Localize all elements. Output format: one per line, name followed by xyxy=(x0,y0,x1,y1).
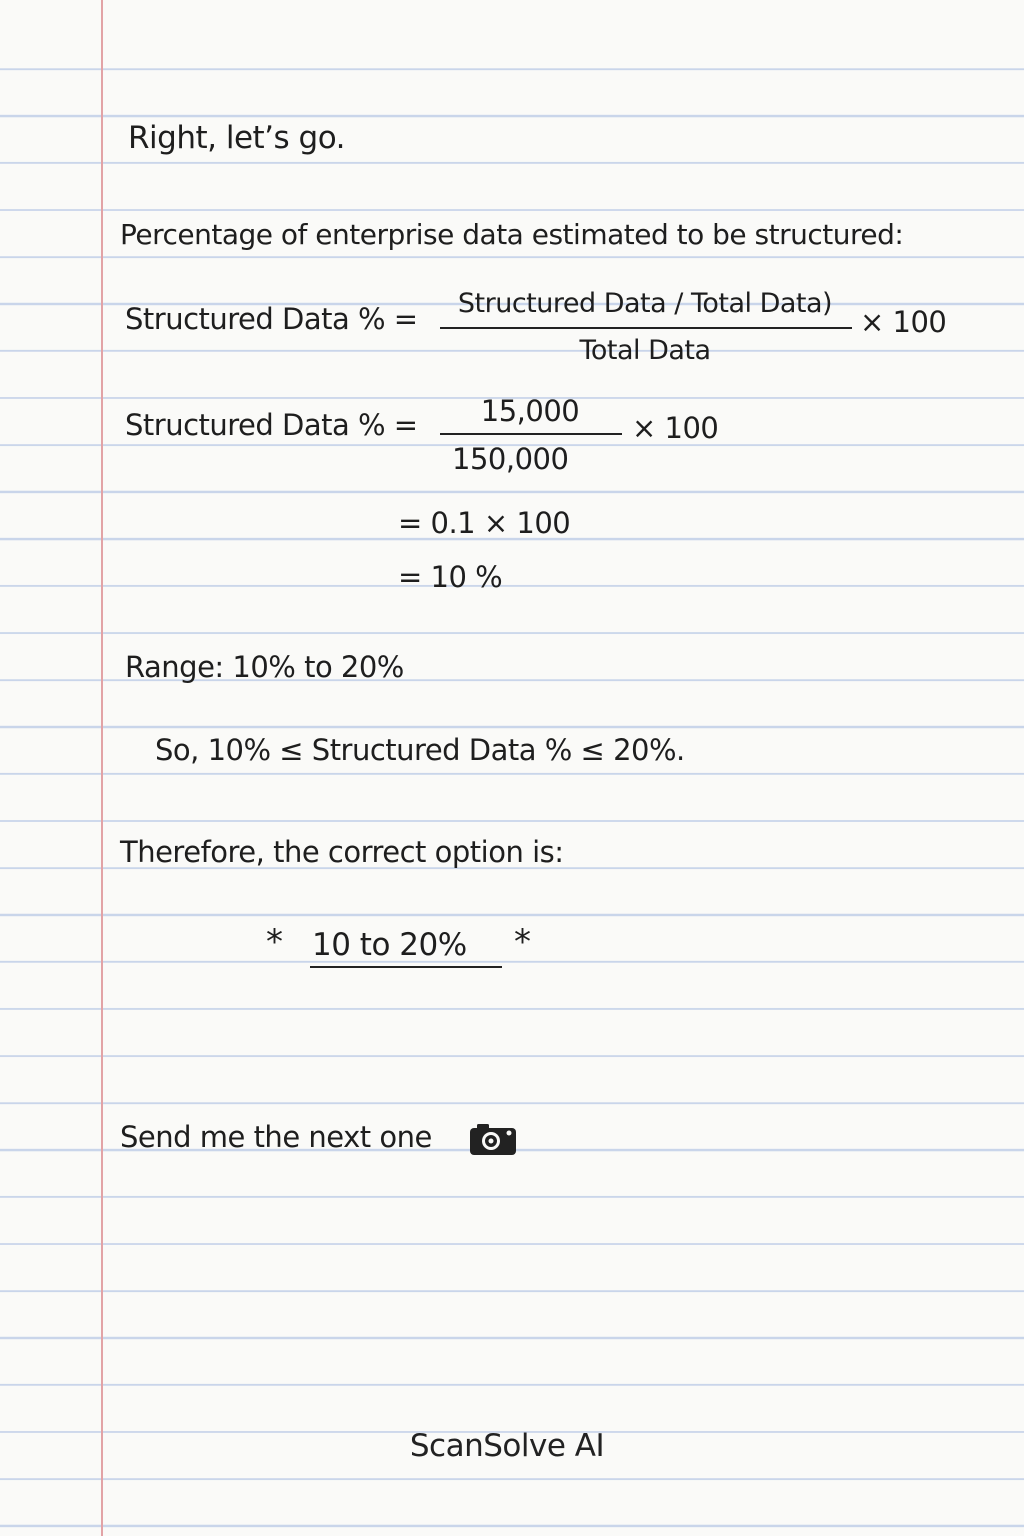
substitution-multiplier: × 100 xyxy=(632,411,719,445)
footer-brand: ScanSolve AI xyxy=(409,1428,605,1464)
range-text: Range: 10% to 20% xyxy=(125,650,404,684)
formula-lhs: Structured Data % = xyxy=(125,302,418,336)
substitution-denominator: 150,000 xyxy=(452,442,569,476)
substitution-numerator: 15,000 xyxy=(480,394,580,428)
camera-icon xyxy=(469,1122,517,1156)
step-2: = 10 % xyxy=(398,560,503,594)
answer-text: 10 to 20% xyxy=(312,927,467,963)
step-1: = 0.1 × 100 xyxy=(398,506,571,540)
substitution-fraction-bar xyxy=(440,433,622,435)
cta-text: Send me the next one xyxy=(120,1120,432,1154)
inequality-text: So, 10% ≤ Structured Data % ≤ 20%. xyxy=(155,733,685,767)
substitution-lhs: Structured Data % = xyxy=(125,408,418,442)
question-heading: Percentage of enterprise data estimated to be structured: xyxy=(120,218,904,251)
conclusion-text: Therefore, the correct option is: xyxy=(120,835,564,869)
margin-line xyxy=(101,0,103,1536)
answer-star-left: * xyxy=(266,922,283,962)
formula-fraction-bar xyxy=(440,327,852,329)
formula-denominator: Total Data xyxy=(579,335,711,366)
intro-text: Right, let’s go. xyxy=(128,120,345,156)
formula-multiplier: × 100 xyxy=(860,305,947,339)
formula-numerator: Structured Data / Total Data) xyxy=(457,288,833,319)
answer-star-right: * xyxy=(514,922,531,962)
answer-underline xyxy=(310,966,502,968)
